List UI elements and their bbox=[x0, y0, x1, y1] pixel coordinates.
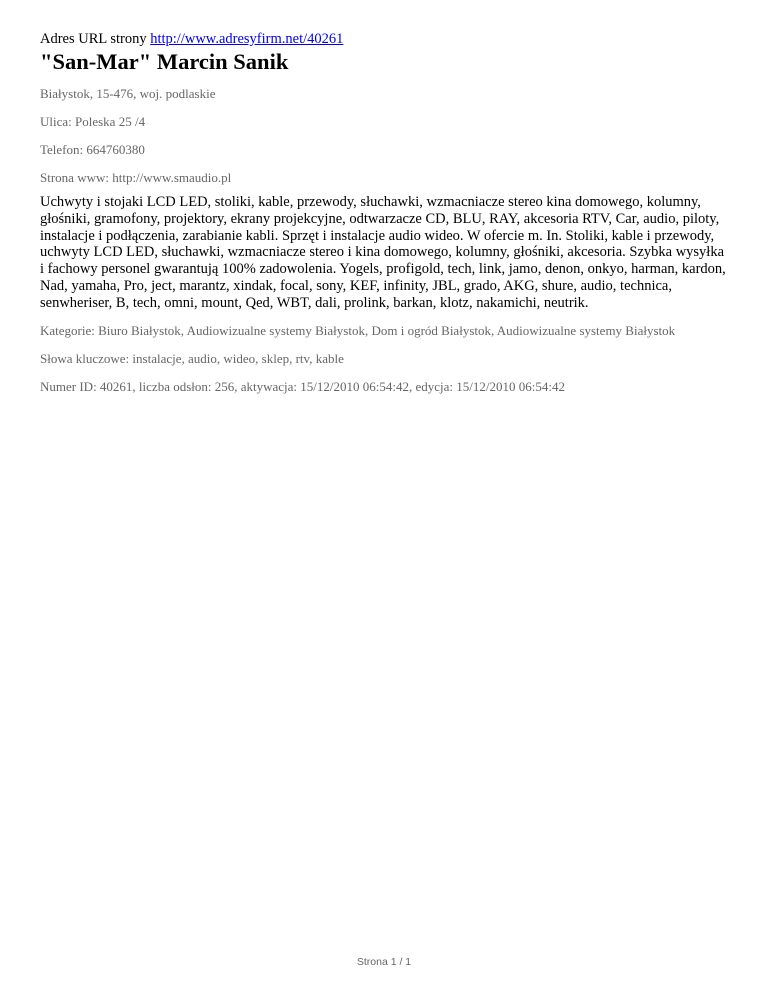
page-number: Strona 1 / 1 bbox=[356, 956, 412, 968]
company-categories: Kategorie: Biuro Białystok, Audiowizualne systemy Białystok, Dom i ogród Białystok, Audiowizualne systemy Białystok bbox=[40, 322, 676, 338]
company-phone: Telefon: 664760380 bbox=[40, 142, 145, 157]
company-name: "San-Mar" Marcin Sanik bbox=[40, 49, 289, 74]
source-url-line bbox=[40, 30, 730, 48]
document-page bbox=[40, 30, 730, 395]
company-keywords: Słowa kluczowe: instalacje, audio, wideo, sklep, rtv, kable bbox=[40, 350, 344, 366]
company-website: Strona www: http://www.smaudio.pl bbox=[40, 170, 232, 185]
source-url-link[interactable]: http://www.adresyfirm.net/40261 bbox=[150, 31, 344, 47]
company-description: Uchwyty i stojaki LCD LED, stoliki, kable, przewody, słuchawki, wzmacniacze stereo kina domowego, kolumny, głośniki, gramofony, projektory, ekrany projekcyjne, odtwarzacze CD, BLU, RAY, akcesoria RTV, Car, audio, piloty, instalacje i podłączenia, zarabianie kabli. Sprzęt i instalacje audio wideo. W ofercie m. In. Stoliki, kable i przewody, uchwyty LCD LED, słuchawki, wzmacniacze stereo i kina domowego, kolumny, głośniki, akcesoria. Szybka wysyłka i fachowy personel gwarantują 100% zadowolenia. Yogels, profigold, tech, link, jamo, denon, onkyo, harman, kardon, Nad, yamaha, Pro, ject, marantz, xindak, focal, sony, KEF, infinity, JBL, grado, AKG, shure, audio, technica, senwheriser, B, tech, omni, mount, Qed, WBT, dali, prolink, barkan, klotz, nakamichi, neutrik. bbox=[40, 194, 726, 311]
source-url-prefix: Adres URL strony bbox=[40, 31, 147, 47]
company-location: Białystok, 15-476, woj. podlaskie bbox=[40, 86, 216, 101]
company-street: Ulica: Poleska 25 /4 bbox=[40, 114, 146, 129]
record-info: Numer ID: 40261, liczba odsłon: 256, aktywacja: 15/12/2010 06:54:42, edycja: 15/12/2010 06:54:42 bbox=[40, 378, 565, 394]
